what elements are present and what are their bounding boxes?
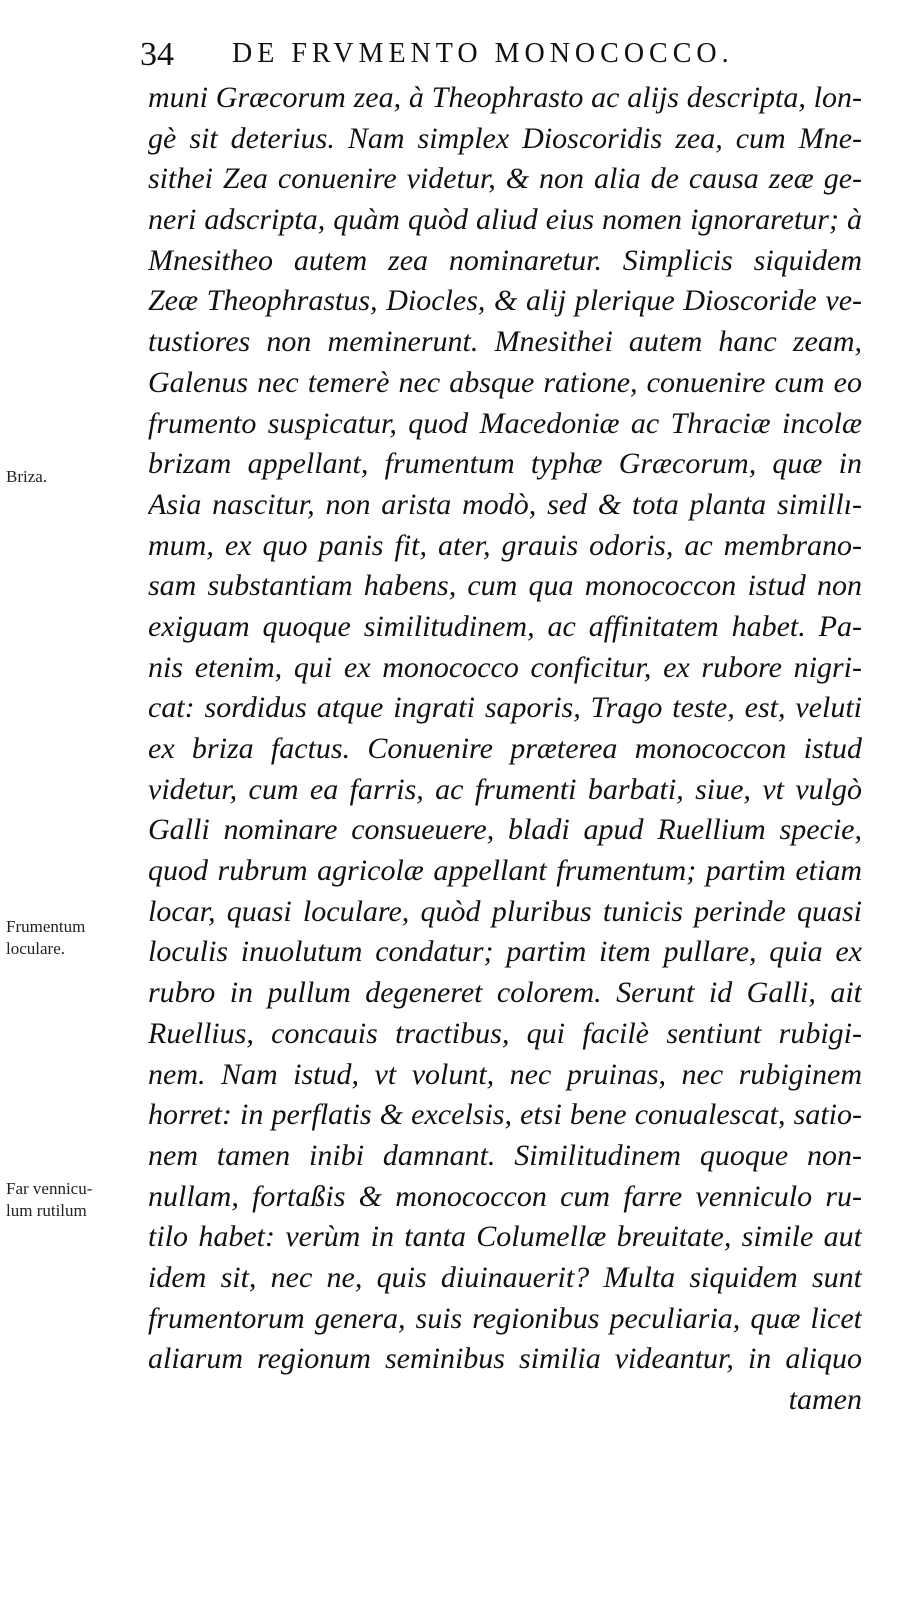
text-line: aliarum regionum seminibus similia videantur, in aliquo [148, 1342, 862, 1376]
running-title: DE FRVMENTO MONOCOCCO. [232, 38, 734, 69]
page-header [138, 32, 858, 76]
text-line: nis etenim, qui ex monococco conficitur, ex rubore nigri- [148, 650, 862, 684]
text-line: nem tamen inibi damnant. Similitudinem quoque non- [148, 1138, 862, 1172]
page-number: 34 [140, 36, 174, 73]
text-line: quod rubrum agricolæ appellant frumentum; partim etiam [148, 854, 862, 888]
margin-note-far-venniculum [6, 1178, 141, 1222]
catchword: tamen [788, 1383, 862, 1416]
text-line: Mnesitheo autem zea nominaretur. Simplicis siquidem [148, 243, 862, 277]
text-line: Galenus nec temerè nec absque ratione, conuenire cum eo [148, 365, 862, 399]
text-line: videtur, cum ea farris, ac frumenti barbati, siue, vt vulgò [148, 772, 862, 806]
text-line: nullam, fortaßis & monococcon cum farre venniculo ru- [148, 1179, 862, 1213]
text-line: exiguam quoque similitudinem, ac affinitatem habet. Pa- [148, 609, 862, 643]
margin-note-line: loculare. [6, 939, 65, 958]
text-line: gè sit deterius. Nam simplex Dioscoridis zea, cum Mne- [148, 121, 862, 155]
text-line: frumentorum genera, suis regionibus peculiaria, quæ licet [148, 1301, 862, 1335]
margin-note-line: Frumentum [6, 917, 86, 936]
text-line: mum, ex quo panis fit, ater, grauis odoris, ac membrano- [148, 528, 862, 562]
margin-note-line: Far vennicu- [6, 1179, 93, 1198]
text-line: frumento suspicatur, quod Macedoniæ ac Thraciæ incolæ [148, 406, 862, 440]
text-line: neri adscripta, quàm quòd aliud eius nomen ignoraretur; à [148, 203, 862, 237]
margin-note-frumentum-loculare [6, 916, 141, 960]
margin-note-line: Briza. [6, 467, 48, 486]
text-line: cat: sordidus atque ingrati saporis, Trago teste, est, veluti [148, 691, 862, 725]
text-line: Galli nominare consueuere, bladi apud Ruellium specie, [148, 813, 862, 847]
body-text [148, 78, 862, 1421]
text-line: Asia nascitur, non arista modò, sed & tota planta simillı- [148, 487, 862, 521]
text-line: brizam appellant, frumentum typhæ Græcorum, quæ in [148, 447, 862, 481]
text-line: tilo habet: verùm in tanta Columellæ breuitate, simile aut [148, 1220, 862, 1254]
text-line: Ruellius, concauis tractibus, qui facilè sentiunt rubigi- [148, 1016, 862, 1050]
text-line: ex briza factus. Conuenire præterea monococcon istud [148, 732, 862, 765]
text-line: locar, quasi loculare, quòd pluribus tunicis perinde quasi [148, 894, 862, 928]
text-line: idem sit, nec ne, quis diuinauerit? Multa siquidem sunt [148, 1260, 862, 1294]
text-line: sithei Zea conuenire videtur, & non alia de causa zeæ ge- [148, 162, 862, 196]
margin-note-briza [6, 466, 141, 488]
text-line: nem. Nam istud, vt volunt, nec pruinas, nec rubiginem [148, 1057, 862, 1091]
text-line: tustiores non meminerunt. Mnesithei autem hanc zeam, [148, 325, 862, 359]
text-line: Zeæ Theophrastus, Diocles, & alij plerique Dioscoride ve- [148, 284, 862, 318]
margin-note-line: lum rutilum [6, 1201, 87, 1220]
text-line: horret: in perflatis & excelsis, etsi bene conualescat, satio- [148, 1098, 862, 1132]
text-line: rubro in pullum degeneret colorem. Serunt id Galli, ait [148, 976, 862, 1010]
text-line: sam substantiam habens, cum qua monococcon istud non [148, 569, 862, 603]
text-line: muni Græcorum zea, à Theophrasto ac alijs descripta, lon- [148, 81, 862, 114]
text-line: loculis inuolutum condatur; partim item pullare, quia ex [148, 935, 862, 969]
